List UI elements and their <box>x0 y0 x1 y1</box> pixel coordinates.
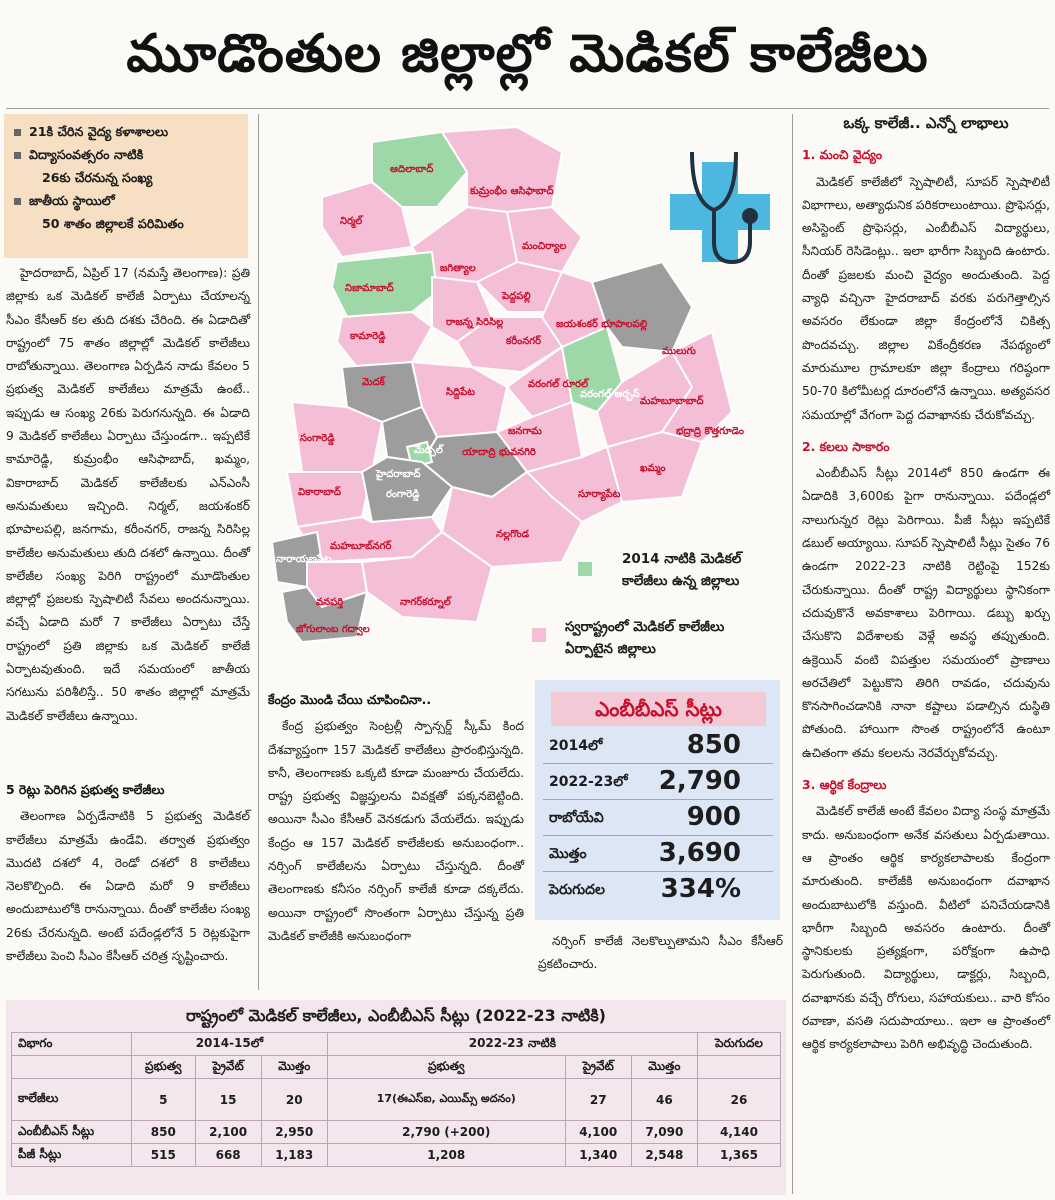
mbbs-row: 2014లో 850 <box>543 728 773 764</box>
map-label-hyderabad: హైదరాబాద్‌ <box>376 469 421 480</box>
highlights-box <box>4 114 248 258</box>
map-label-adilabad: ఆదిలాబాద్‌ <box>390 164 434 175</box>
mbbs-row: పెరుగుదల 334% <box>549 874 741 904</box>
mid-subhead: కేంద్రం మొండి చేయి చూపించినా.. <box>268 692 432 707</box>
map-label-mahabubnagar: మహబూబ్‌నగర్‌ <box>330 541 392 552</box>
table-header: విభాగం <box>12 1033 132 1056</box>
map-label-mancherial: మంచిర్యాల <box>522 241 567 252</box>
bullet-icon <box>14 152 21 159</box>
map-label-jagtial: జగిత్యాల <box>440 263 476 274</box>
highlight-item-cont: 26కు చేరనున్న సంఖ్య <box>42 170 153 185</box>
right-subhead-2: 2. కలలు సాకారం <box>802 438 890 454</box>
map-label-suryapet: సూర్యాపేట <box>578 489 621 500</box>
table-subheader: ప్రైవేట్‌ <box>195 1056 261 1079</box>
right-title: ఒక్క కాలేజీ.. ఎన్నో లాభాలు <box>843 114 1009 132</box>
bullet-icon <box>14 129 21 136</box>
map-label-jangaon: జనగామ <box>508 426 542 437</box>
table-header: 2022-23 నాటికి <box>327 1033 697 1056</box>
legend-pink-swatch <box>532 628 546 642</box>
map-label-khammam: ఖమ్మం <box>640 463 666 474</box>
stats-table-title: రాష్ట్రంలో మెడికల్‌ కాలేజీలు, ఎంబీబీఎస్‌ సీట్లు (2022-23 నాటికి) <box>186 1006 606 1025</box>
map-label-nalgonda: నల్లగొండ <box>496 529 530 540</box>
mbbs-row: మొత్తం 3,690 <box>543 836 773 872</box>
map-label-peddapalli: పెద్దపల్లి <box>502 291 531 302</box>
map-label-medak: మెదక్‌ <box>362 377 385 388</box>
table-subheader: ప్రభుత్వ <box>132 1056 196 1079</box>
map-label-medchal: మేడ్చల్‌ <box>414 445 443 456</box>
highlight-item: విద్యాసంవత్సరం నాటికి <box>14 143 242 166</box>
map-label-siddipet: సిద్దిపేట <box>446 387 475 398</box>
table-subheader: మొత్తం <box>261 1056 327 1079</box>
map-label-narayanpet: నారాయణపేట <box>276 554 332 565</box>
highlight-item: జాతీయ స్థాయిలో <box>14 189 242 212</box>
map-label-rajanna: రాజన్న సిరిసిల్ల <box>446 317 504 328</box>
column-divider <box>258 114 259 990</box>
mid-column <box>268 680 524 990</box>
table-subheader: ప్రైవేట్‌ <box>565 1056 631 1079</box>
map-label-rangareddy: రంగారెడ్డి <box>386 489 420 500</box>
right-para-1: మెడికల్‌ కాలేజీలో స్పెషాలిటీ, సూపర్‌ స్పెషాలిటీ విభాగాలు, అత్యాధునిక పరికరాలుంటాయి. ప్రొఫెసర్లు, అసిస్టెంట్‌ ప్రొఫెసర్లు, ఎంబీబీఎస్‌ విద్యార్థులు, సీనియర్‌ రెసిడెంట్లు.. ఇలా భారీగా సిబ్బంది ఉంటారు. దీంతో ప్రజలకు మంచి వైద్యం అందుతుంది. పెద్ద వ్యాధి వచ్చినా హైదరాబాద్‌ వరకు పరుగెత్తాల్సిన అవసరం లేకుండా జిల్లా కేంద్రంలోనే చికిత్స పొందవచ్చు. జిల్లాల వికేంద్రీకరణ నేపథ్యంలో మారుమూల గ్రామాలకూ జిల్లా కేంద్రాలు గరిష్ఠంగా 50-70 కిలోమీటర్ల దూరంలోనే ఉన్నాయి. అత్యవసర సమయాల్లో వేగంగా పెద్ద దవాఖానకు చేరుకోవచ్చు. <box>802 174 1050 422</box>
stats-table <box>11 1032 781 1167</box>
map-label-kb-asifabad: కుమ్రంభీం ఆసిఫాబాద్‌ <box>470 186 554 197</box>
table-subheader: ప్రభుత్వ <box>327 1056 565 1079</box>
legend-pink-label: స్వరాష్ట్రంలో మెడికల్‌ కాలేజీలు ఏర్పాటైన జిల్లాలు <box>565 619 725 657</box>
left-column-section-2 <box>6 770 250 990</box>
left-column-main <box>6 262 250 782</box>
bullet-icon <box>14 198 21 205</box>
right-para-3: మెడికల్‌ కాలేజీ అంటే కేవలం విద్యా సంస్థ మాత్రమే కాదు. అనుబంధంగా అనేక వసతులు ఏర్పడుతాయి. ఆ ప్రాంతం ఆర్థిక కార్యకలాపాలకు కేంద్రంగా మారుతుంది. కాలేజీకి అనుబంధంగా దవాఖాన అందుబాటులోకి వస్తుంది. వీటిలో పనిచేయడానికి భారీగా సిబ్బంది అవసరం ఉంటారు. దీంతో స్థానికులకు ప్రత్యక్షంగా, పరోక్షంగా ఉపాధి పెరుగుతుంది. విద్యార్థులు, డాక్టర్లు, సిబ్బంది, దవాఖానకు వచ్చే రోగులు, సహాయకులు.. వారి కోసం రవాణా, వసతి సదుపాయాలు.. ఇలా ఆ ప్రాంతంలో ఆర్థిక కార్యకలాపాలు పెరిగి అభివృద్ధి చెందుతుంది. <box>802 804 1050 1052</box>
mbbs-row: 2022-23లో 2,790 <box>543 764 773 800</box>
map-label-sangareddy: సంగారెడ్డి <box>300 433 335 444</box>
map-label-bhadradri: భద్రాద్రి కొత్తగూడెం <box>676 426 745 437</box>
headline: మూడొంతుల జిల్లాల్లో మెడికల్‌ కాలేజీలు <box>126 24 929 84</box>
map-label-yadadri: యాదాద్రి భువనగిరి <box>462 447 536 458</box>
right-para-2: ఎంబీబీఎస్‌ సీట్లు 2014లో 850 ఉండగా ఈ ఏడాదికి 3,600కు పైగా రానున్నాయి. పదేండ్లలో నాలుగున్నర రెట్లు పెరిగాయి. పీజీ సీట్లు ఇప్పటికే డబుల్‌ అయ్యాయి. సూపర్‌ స్పెషాలిటీ సీట్లు సైతం 76 ఉండగా 2022-23 నాటికి రెట్టింపై 152కు చేరుకున్నాయి. దీంతో రాష్ట్ర విద్యార్థులు స్థానికంగా చదువుకొనే అవకాశాలు పెరిగాయి. డబ్బు ఖర్చు చేసుకొని విదేశాలకు వెళ్లే అవస్థ తప్పుతుంది. ఉక్రెయిన్‌ వంటి విపత్తుల సమయంలో ప్రాణాలు అరచేతిలో పెట్టుకొని తిరిగి రావడం, చదువును కొనసాగించడానికి నానా కష్టాలు పడాల్సిన దుస్థితి పోతుంది. హాయిగా సొంత రాష్ట్రంలోనే ఉంటూ ఉచితంగా తమ కలలను నెరవేర్చుకోవచ్చు. <box>802 466 1050 760</box>
table-row: కాలేజీలు 5 15 20 17(ఈఎస్‌ఐ, ఎయిమ్స్‌ అదనం) 27 46 26 <box>12 1079 781 1121</box>
map-label-jogulamba: జోగులాంబ గద్వాల <box>296 624 370 635</box>
headline-divider <box>6 108 1049 109</box>
map-label-nizamabad: నిజామాబాద్‌ <box>345 283 394 294</box>
highlight-item: 21కి చేరిన వైద్య కళాశాలలు <box>14 120 242 143</box>
map-label-jb-bhupalpally: జయశంకర్‌ భూపాలపల్లి <box>556 319 648 330</box>
stats-table-box <box>6 1000 786 1195</box>
map-label-mulugu: ములుగు <box>662 346 696 357</box>
table-row: పీజీ సీట్లు 515 668 1,183 1,208 1,340 2,548 1,365 <box>12 1144 781 1167</box>
column-divider <box>792 114 793 1194</box>
mid-para-cont: నర్సింగ్‌ కాలేజీ నెలకొల్పుతామని సీఎం కేసీఆర్‌ ప్రకటించారు. <box>538 934 783 972</box>
map-label-wanaparthy: వనపర్తి <box>316 597 344 608</box>
left-para-1: హైదరాబాద్‌, ఏప్రిల్‌ 17 (నమస్తే తెలంగాణ): ప్రతి జిల్లాకు ఒక మెడికల్‌ కాలేజీ ఏర్పాటు చేయాలన్న సీఎం కేసీఆర్‌ కల తుది దశకు చేరింది. ఈ ఏడాదితో రాష్ట్రంలో 75 శాతం జిల్లాల్లో మెడికల్‌ కాలేజీలు రాబోతున్నాయి. తెలంగాణ ఏర్పడిన నాడు కేవలం 5 ప్రభుత్వ మెడికల్‌ కాలేజీలు మాత్రమే ఉంటే.. ఇప్పుడు ఆ సంఖ్య 26కు పెరుగనున్నది. ఈ ఏడాది 9 మెడికల్‌ కాలేజీలు ఏర్పాటు చేస్తుండగా.. ఇప్పటికే కామారెడ్డి, కుమ్రంభీం ఆసిఫాబాద్‌, ఖమ్మం, వికారాబాద్‌ మెడికల్‌ కాలేజీలకు ఎన్‌ఎంసీ అనుమతులు ఇచ్చింది. నిర్మల్‌, జయశంకర్‌ భూపాలపల్లి, జనగామ, కరీంనగర్‌, రాజన్న సిరిసిల్ల కాలేజీల అనుమతులు తుది దశలో ఉన్నాయి. దీంతో కాలేజీల సంఖ్య పెరిగి రాష్ట్రంలో మూడొంతుల జిల్లాల్లో ప్రజలకు స్పెషాలిటీ సేవలు అందనున్నాయి. వచ్చే ఏడాది మరో 7 కాలేజీలు ఏర్పాటు చేస్తే రాష్ట్రంలో ప్రతి జిల్లాకు ఒక మెడికల్‌ కాలేజీ ఏర్పాటవుతుంది. ఇదే సమయంలో జాతీయ సగటును పరిశీలిస్తే.. 50 శాతం జిల్లాల్లో మాత్రమే మెడికల్‌ కాలేజీలు ఉన్నాయి. <box>6 266 250 723</box>
table-header: పెరుగుదల <box>697 1033 780 1056</box>
legend-green-label: 2014 నాటికి మెడికల్‌ కాలేజీలు ఉన్న జిల్లాలు <box>622 551 742 589</box>
map-label-mahabubabad: మహబూబాబాద్‌ <box>640 396 704 407</box>
legend-green-swatch <box>578 562 592 576</box>
table-header: 2014-15లో <box>132 1033 328 1056</box>
table-subheader: మొత్తం <box>631 1056 697 1079</box>
map-label-nirmal: నిర్మల్‌ <box>340 216 363 227</box>
left-para-2: తెలంగాణ ఏర్పడేనాటికి 5 ప్రభుత్వ మెడికల్‌ కాలేజీలు మాత్రమే ఉండేవి. తర్వాత ప్రభుత్వం మొదటి దశలో 4, రెండో దశలో 8 కాలేజీలు నెలకొల్పింది. ఈ ఏడాది మరో 9 కాలేజీలు అందుబాటులోకి రానున్నాయి. దీంతో కాలేజీల సంఖ్య 26కు చేరనున్నది. అంటే పదేండ్లలోనే 5 రెట్లకుపైగా కాలేజీలు పెంచి సీఎం కేసీఆర్‌ చరిత్ర సృష్టించారు. <box>6 809 250 964</box>
medical-cross-icon <box>670 152 770 262</box>
right-subhead-1: 1. మంచి వైద్యం <box>802 147 882 163</box>
map-label-vikarabad: వికారాబాద్‌ <box>298 487 341 498</box>
map-label-warangal-urban: వరంగల్‌ అర్బన్‌ <box>580 389 640 400</box>
mbbs-seats-title: ఎంబీబీఎస్‌ సీట్లు <box>551 692 766 726</box>
left-subhead-2: 5 రెట్లు పెరిగిన ప్రభుత్వ కాలేజీలు <box>6 782 165 797</box>
table-row: ఎంబీబీఎస్‌ సీట్లు 850 2,100 2,950 2,790 (+200) 4,100 7,090 4,140 <box>12 1121 781 1144</box>
map-label-kamareddy: కామారెడ్డి <box>350 331 386 342</box>
right-subhead-3: 3. ఆర్థిక కేంద్రాలు <box>802 777 887 793</box>
right-column <box>802 112 1050 1192</box>
highlight-item-cont: 50 శాతం జిల్లాలకే పరిమితం <box>42 216 184 231</box>
map-label-warangal-rural: వరంగల్‌ రూరల్‌ <box>528 379 589 390</box>
mbbs-seats-box <box>535 680 780 920</box>
map-label-nagarkurnool: నాగర్‌కర్నూల్‌ <box>400 597 451 608</box>
mid-para: కేంద్ర ప్రభుత్వం సెంట్రల్లీ స్పాన్సర్డ్‌ స్కీమ్‌ కింద దేశవ్యాప్తంగా 157 మెడికల్‌ కాలేజీలు ప్రారంభిస్తున్నది. కానీ, తెలంగాణకు ఒక్కటి కూడా మంజూరు చేయలేదు. రాష్ట్ర ప్రభుత్వ విజ్ఞప్తులను వివక్షతో పక్కనబెట్టింది. అయినా సీఎం కేసీఆర్‌ వెనకడుగు వేయలేదు. ఇప్పుడు కేంద్రం ఆ 157 మెడికల్‌ కాలేజీలకు అనుబంధంగా.. నర్సింగ్‌ కాలేజీలను ఏర్పాటు చేస్తున్నది. దీంతో తెలంగాణకు కనీసం నర్సింగ్‌ కాలేజీ కూడా దక్కలేదు. అయినా రాష్ట్రంలో సొంతంగా ఏర్పాటు చేస్తున్న ప్రతి మెడికల్‌ కాలేజీకి అనుబంధంగా <box>268 719 524 943</box>
mid-column-cont <box>538 930 783 990</box>
map-label-karimnagar: కరీంనగర్‌ <box>506 336 541 347</box>
mbbs-row: రాబోయేవి 900 <box>543 800 773 836</box>
